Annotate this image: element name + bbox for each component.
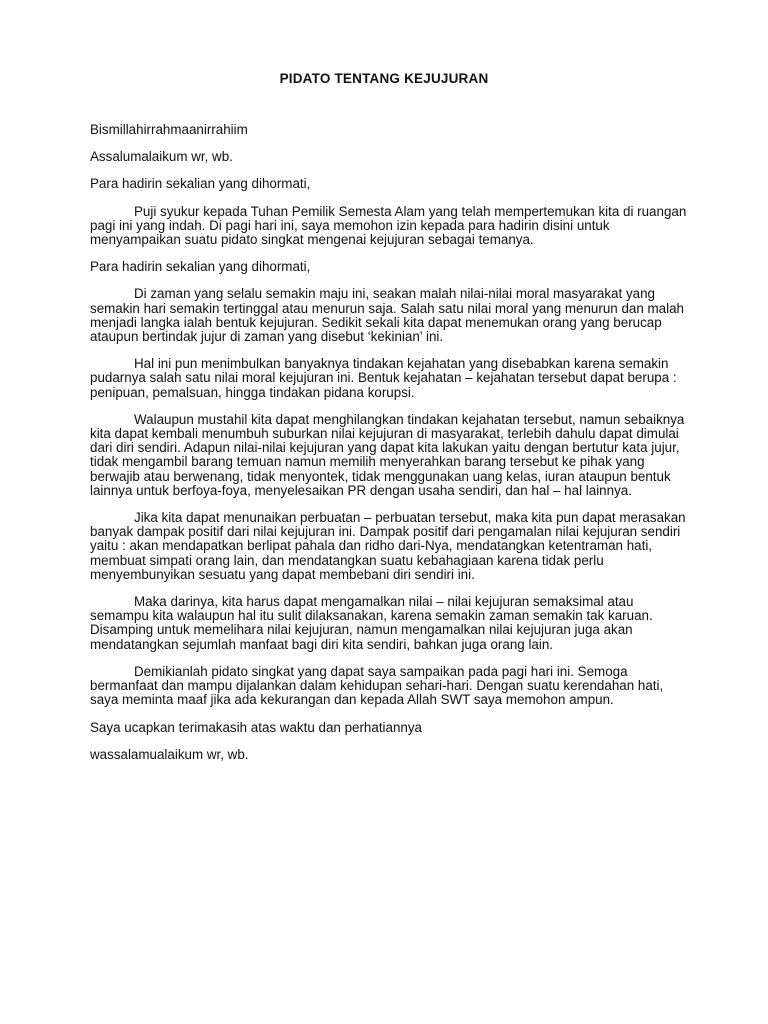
paragraph-crime: Hal ini pun menimbulkan banyaknya tindakan kejahatan yang disebabkan karena semakin pudarnya salah satu nilai moral kejujuran ini. Bentuk kejahatan – kejahatan tersebut dapat berupa : penipuan, pemalsuan, hingga tindakan pidana korupsi. xyxy=(90,356,677,400)
paragraph-positive-impact: Jika kita dapat menunaikan perbuatan – perbuatan tersebut, maka kita pun dapat merasakan banyak dampak positif dari nilai kejujuran ini. Dampak positif dari pengamalan nilai kejujuran sendiri yaitu : akan mendapatkan berlipat pahala dan ridho dari-Nya, mendatangkan ketentraman hati, membuat simpati orang lain, dan mendatangkan suatu kebahagiaan karena tidak perlu menyembunyikan sesuatu yang dapat membebani diri sendiri ini. xyxy=(90,510,686,582)
paragraph-honesty-values: Walaupun mustahil kita dapat menghilangkan tindakan kejahatan tersebut, namun sebaiknya kita dapat kembali menumbuh suburkan nilai kejujuran di masyarakat, terlebih dahulu dapat dimulai dari diri sendiri. Adapun nilai-nilai kejujuran yang dapat kita lakukan yaitu dengan bertutur kata jujur, tidak mengambil barang temuan namun memilih menyerahkan barang tersebut ke pihak yang berwajib atau berwenang, tidak menyontek, tidak menggunakan uang kelas, iuran ataupun bentuk lainnya untuk berfoya-foya, menyelesaikan PR dengan usaha sendiri, dan hal – hal lainnya. xyxy=(90,411,685,498)
document-body xyxy=(90,123,690,775)
paragraph-moral-decline: Di zaman yang selalu semakin maju ini, seakan malah nilai-nilai moral masyarakat yang semakin hari semakin tertinggal atau menurun saja. Salah satu nilai moral yang menurun dan malah menjadi langka ialah bentuk kejujuran. Sedikit sekali kita dapat menemukan orang yang berucap ataupun bertindak jujur di zaman yang disebut ‘kekinian’ ini. xyxy=(90,286,684,345)
opening-greeting: Assalumalaikum wr, wb. xyxy=(90,149,233,165)
audience-address-1: Para hadirin sekalian yang dihormati, xyxy=(90,176,311,192)
audience-address-2: Para hadirin sekalian yang dihormati, xyxy=(90,259,311,275)
closing-greeting: wassalamualaikum wr, wb. xyxy=(90,746,249,762)
document-title: PIDATO TENTANG KEJUJURAN xyxy=(279,71,489,86)
paragraph-practice: Maka darinya, kita harus dapat mengamalkan nilai – nilai kejujuran semaksimal atau semampu kita walaupun hal itu sulit dilaksanakan, karena semakin zaman semakin tak karuan. Disamping untuk memelihara nilai kejujuran, namun mengamalkan nilai kejujuran juga akan mendatangkan sejumlah manfaat bagi diri kita sendiri, bahkan juga orang lain. xyxy=(90,594,653,652)
opening-basmalah: Bismillahirrahmaanirrahiim xyxy=(90,122,248,137)
paragraph-gratitude: Puji syukur kepada Tuhan Pemilik Semesta Alam yang telah mempertemukan kita di ruangan pagi ini yang indah. Di pagi hari ini, saya memohon izin kepada para hadirin disini untuk menyampaikan suatu pidato singkat mengenai kejujuran sebagai temanya. xyxy=(90,203,687,248)
thanks-line: Saya ucapkan terimakasih atas waktu dan perhatiannya xyxy=(90,719,422,735)
paragraph-closing: Demikianlah pidato singkat yang dapat saya sampaikan pada pagi hari ini. Semoga bermanfaat dan mampu dijalankan dalam kehidupan sehari-hari. Dengan suatu kerendahan hati, saya meminta maaf jika ada kekurangan dan kepada Allah SWT saya memohon ampun. xyxy=(90,663,664,708)
